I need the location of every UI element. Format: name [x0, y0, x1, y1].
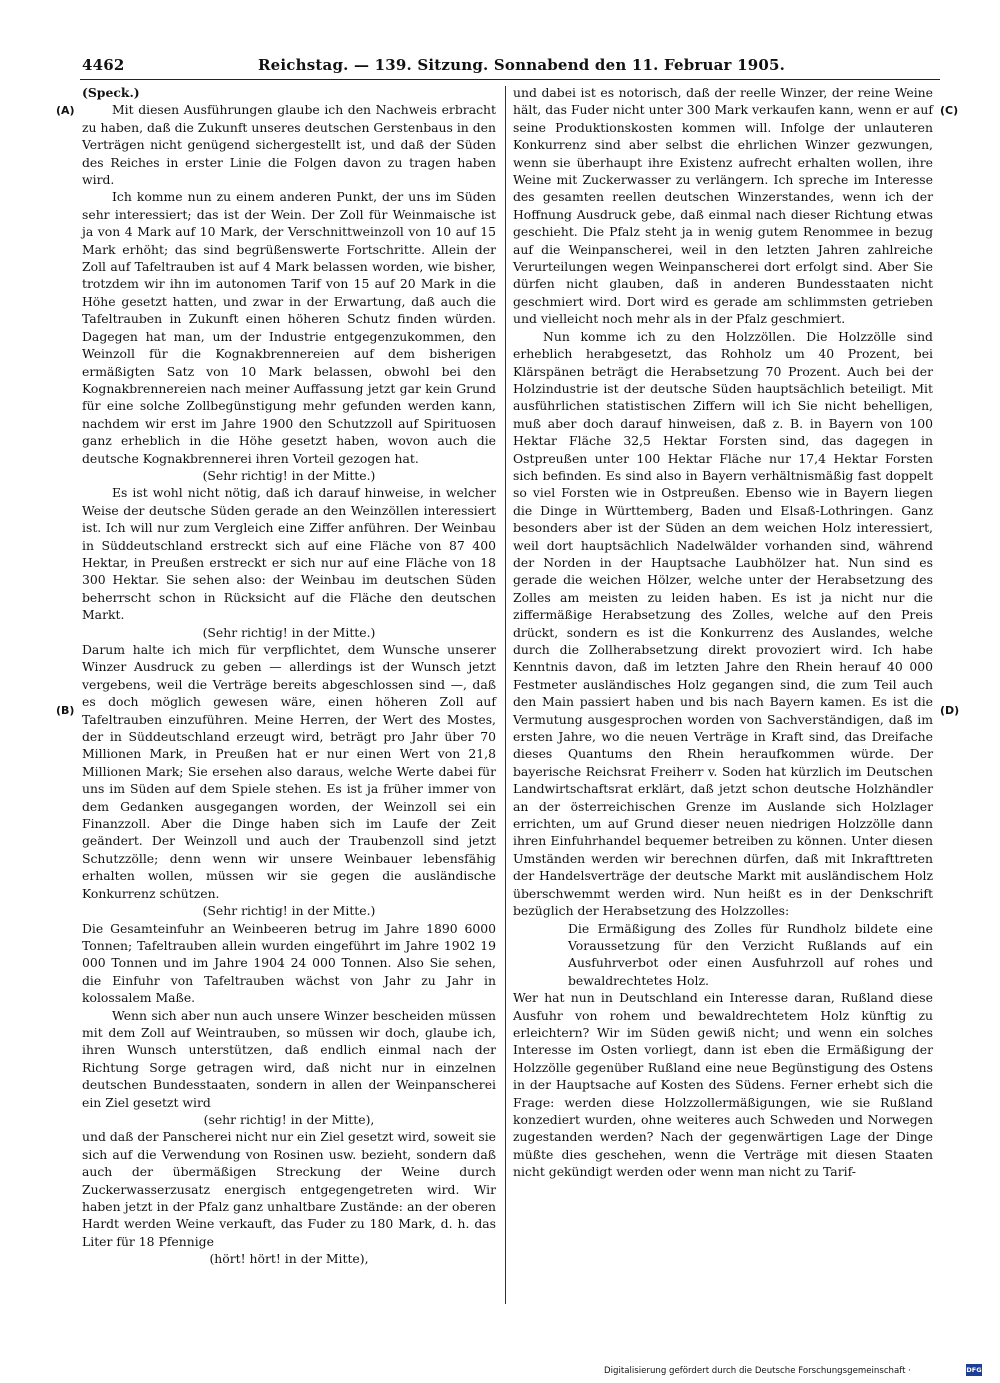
paragraph: Ich komme nun zu einem anderen Punkt, der uns im Süden sehr interessiert; das ist der Wein. Der Zoll für Weinmaische ist ja von 4 Mark auf 10 Mark, der Verschnittweinzoll von 10 auf 15 Mark erhöht; das sind begrüßenswerte Fortschritte. Allein der Zoll auf Tafeltrauben ist auf 4 Mark belassen worden, wie bisher, trotzdem wir ihn im autonomen Tarif von 15 auf 20 Mark in die Höhe gesetzt hatten, und zwar in der Erwartung, daß auch die Tafeltrauben in Zukunft einen höheren Schutz finden würden. Dagegen hat man, um der Industrie entgegenzukommen, den Weinzoll für die Kognakbrennereien auf dem bisherigen ermäßigten Satz von 10 Mark belassen, obwohl bei den Kognakbrennereien nach meiner Auffassung jetzt gar kein Grund für eine solche Zollbegünstigung mehr gefunden werden kann, nachdem wir erst im Jahre 1900 den Schutzzoll auf Spirituosen ganz erheblich in die Höhe gesetzt haben, wovon auch die deutsche Kognakbrennerei ihren Vorteil gezogen hat.: [82, 189, 496, 466]
paragraph: Wenn sich aber nun auch unsere Winzer bescheiden müssen mit dem Zoll auf Weintrauben, so müssen wir doch, glaube ich, ihren Wunsch unterstützen, daß endlich einmal nach der Richtung Sorge getragen wird, daß nicht nur in einzelnen deutschen Bundesstaaten, sondern in allen der Weinpanscherei ein Ziel gesetzt wird: [82, 1007, 496, 1110]
paragraph: Nun komme ich zu den Holzzöllen. Die Holzzölle sind erheblich herabgesetzt, das Rohholz um 40 Prozent, bei Klärspänen beträgt die Herabsetzung 70 Prozent. Auch bei der Holzindustrie ist der deutsche Süden hauptsächlich beteiligt. Mit ausführlichen statistischen Ziffern will ich Sie nicht behelligen, muß aber doch darauf hinweisen, daß z. B. in Bayern von 100 Hektar Fläche 32,5 Hektar Forsten sind, das dagegen in Ostpreußen unter 100 Hektar Fläche nur 17,4 Hektar Forsten sich befinden. Es sind also in Bayern verhältnismäßig fast doppelt so viel Forsten wie in Ostpreußen. Ebenso wie in Bayern liegen die Dinge in Württemberg, Baden und Elsaß-Lothringen. Ganz besonders aber ist der Süden an dem weichen Holz interessiert, weil dort hauptsächlich Nadelwälder vorhanden sind, während der Norden in der Hauptsache Laubhölzer hat. Nun sind es gerade die weichen Hölzer, welche unter der Herabsetzung des Zolles am meisten zu leiden haben. Es ist ja nicht nur die ziffermäßige Herabsetzung des Zolles, welche auf den Preis drückt, sondern es ist die Konkurrenz des Auslandes, welche durch die Zollherabsetzung direkt provoziert wird. Ich habe Kenntnis davon, daß im letzten Jahre den Rhein herauf 40 000 Festmeter ausländisches Holz gegangen sind, die zum Teil auch den Main passiert haben und bis nach Bayern kamen. Es ist die Vermutung ausgesprochen worden von Sachverständigen, daß im ersten Jahre, wo die neuen Verträge in Kraft sind, das Dreifache dieses Quantums den Rhein heraufkommen würde. Der bayerische Reichsrat Freiherr v. Soden hat kürzlich im Deutschen Landwirtschaftsrat erklärt, daß jetzt schon deutsche Holzhändler an der österreichischen Grenze im Auslande sich Holzlager errichten, um auf Grund dieser neuen niedrigen Holzzölle dann ihren Einfuhrhandel bequemer betreiben zu können. Unter diesen Umständen werden wir berechnen dürfen, daß mit Inkrafttreten der Handelsverträge der deutsche Markt mit ausländischem Holz überschwemmt werden wird. Nun heißt es in der Denkschrift bezüglich der Herabsetzung des Holzzolles:: [513, 328, 933, 919]
header-title: Reichstag. — 139. Sitzung. Sonnabend den 11. Februar 1905.: [258, 56, 786, 74]
footer-credit: [604, 1364, 984, 1382]
paragraph: Wer hat nun in Deutschland ein Interesse daran, Rußland diese Ausfuhr von rohem und bewaldrechtetem Holz künftig zu erleichtern? Wir im Süden gewiß nicht; und wenn ein solches Interesse im Osten vorliegt, dann ist eben die Ermäßigung der Holzzölle gegenüber Rußland eine neue Begünstigung des Ostens in der Hauptsache auf Kosten des Südens. Ferner erhebt sich die Frage: werden diese Holzzollermäßigungen, wie sie Rußland konzediert wurden, ohne weiteres auch Schweden und Norwegen zugestanden werden? Nach der gegenwärtigen Lage der Dinge müßte dies geschehen, wenn die Verträge mit diesen Staaten nicht gekündigt werden oder wenn man nicht zu Tarif-: [513, 990, 933, 1180]
margin-mark-d: (D): [940, 704, 960, 717]
footer-text: Digitalisierung gefördert durch die Deutsche Forschungsgemeinschaft ·: [604, 1366, 911, 1376]
block-quote: Die Ermäßigung des Zolles für Rundholz bildete eine Voraussetzung für den Verzicht Rußlands auf ein Ausfuhrverbot oder einen Ausfuhrzoll auf rohes und bewaldrechtetes Holz.: [568, 920, 933, 988]
paragraph: Mit diesen Ausführungen glaube ich den Nachweis erbracht zu haben, daß die Zukunft unseres deutschen Gerstenbaus in den Verträgen nicht genügend sichergestellt ist, und daß der Süden des Reiches in erster Linie die Folgen davon zu tragen haben wird.: [82, 102, 496, 188]
paragraph: Die Gesamteinfuhr an Weinbeeren betrug im Jahre 1890 6000 Tonnen; Tafeltrauben allein wurden eingeführt im Jahre 1902 19 000 Tonnen und im Jahre 1904 24 000 Tonnen. Also Sie sehen, die Einfuhr von Tafeltrauben wächst von Jahr zu Jahr in kolossalem Maße.: [82, 920, 496, 1006]
interjection: (sehr richtig! in der Mitte),: [203, 1111, 375, 1127]
interjection: (Sehr richtig! in der Mitte.): [202, 467, 376, 483]
margin-mark-c: (C): [940, 104, 959, 117]
left-column: [82, 84, 496, 1268]
interjection: (hört! hört! in der Mitte),: [209, 1251, 369, 1267]
margin-mark-a: (A): [56, 104, 75, 117]
right-column: [513, 84, 933, 1181]
paragraph: Darum halte ich mich für verpflichtet, dem Wunsche unserer Winzer Ausdruck zu geben — allerdings ist der Wunsch jetzt vergebens, weil die Verträge bereits abgeschlossen sind —, daß es doch möglich gewesen wäre, einen höheren Zoll auf Tafeltrauben einzuführen. Meine Herren, der Wert des Mostes, der in Süddeutschland erzeugt wird, beträgt pro Jahr über 70 Millionen Mark, in Preußen hat er nur einen Wert von 21,8 Millionen Mark; Sie ersehen also daraus, welche Werte dabei für uns im Süden auf dem Spiele stehen. Es ist ja früher immer von dem Gedanken ausgegangen worden, der Weinzoll sei ein Finanzzoll. Aber die Dinge haben sich im Laufe der Zeit geändert. Der Weinzoll und auch der Traubenzoll sind jetzt Schutzzölle; denn wenn wir unsere Weinbauer lebensfähig erhalten wollen, müssen wir sie gegen die ausländische Konkurrenz schützen.: [82, 642, 496, 901]
page-number: 4462: [82, 56, 125, 74]
page-header: [82, 56, 940, 76]
margin-mark-b: (B): [56, 704, 75, 717]
header-rule: [80, 79, 940, 80]
dfg-logo: DFG: [966, 1366, 982, 1374]
column-divider: [505, 86, 506, 1304]
paragraph: und daß der Panscherei nicht nur ein Ziel gesetzt wird, soweit sie sich auf die Verwendung von Rosinen usw. bezieht, sondern daß auch der übermäßigen Streckung der Weine durch Zuckerwasserzusatz energisch entgegengetreten wird. Wir haben jetzt in der Pfalz ganz unhaltbare Zustände: an der oberen Hardt werden Weine verkauft, das Fuder zu 180 Mark, d. h. das Liter für 18 Pfennige: [82, 1129, 497, 1249]
interjection: (Sehr richtig! in der Mitte.): [202, 624, 376, 640]
paragraph: und dabei ist es notorisch, daß der reelle Winzer, der reine Weine hält, das Fuder nicht unter 300 Mark verkaufen kann, wenn er auf seine Produktionskosten kommen will. Infolge der unlauteren Konkurrenz sind aber selbst die ehrlichen Winzer gezwungen, wenn sie überhaupt ihre Existenz aufrecht erhalten wollen, ihre Weine mit Zuckerwasser zu verlängern. Ich spreche im Interesse des gesamten reellen deutschen Winzerstandes, wenn ich der Hoffnung Ausdruck gebe, daß einmal nach dieser Richtung etwas geschieht. Die Pfalz steht ja in wenig gutem Renommee in bezug auf die Weinpanscherei, weil in den letzten Jahren zahlreiche Verurteilungen wegen Weinpanscherei dort erfolgt sind. Aber Sie dürfen nicht glauben, daß in anderen Bundesstaaten nicht geschmiert wird. Dort wird es gerade am schlimmsten getrieben und vielleicht noch mehr als in der Pfalz geschmiert.: [513, 85, 933, 327]
speaker-name: (Speck.): [82, 85, 140, 100]
interjection: (Sehr richtig! in der Mitte.): [202, 903, 376, 919]
paragraph: Es ist wohl nicht nötig, daß ich darauf hinweise, in welcher Weise der deutsche Süden gerade an den Weinzöllen interessiert ist. Ich will nur zum Vergleich eine Ziffer anführen. Der Weinbau in Süddeutschland erstreckt sich auf eine Fläche von 87 400 Hektar, in Preußen erstreckt er sich nur auf eine Fläche von 18 300 Hektar. Sie sehen also: der Weinbau im deutschen Süden beherrscht schon in Rücksicht auf die Fläche den deutschen Markt.: [82, 485, 496, 623]
